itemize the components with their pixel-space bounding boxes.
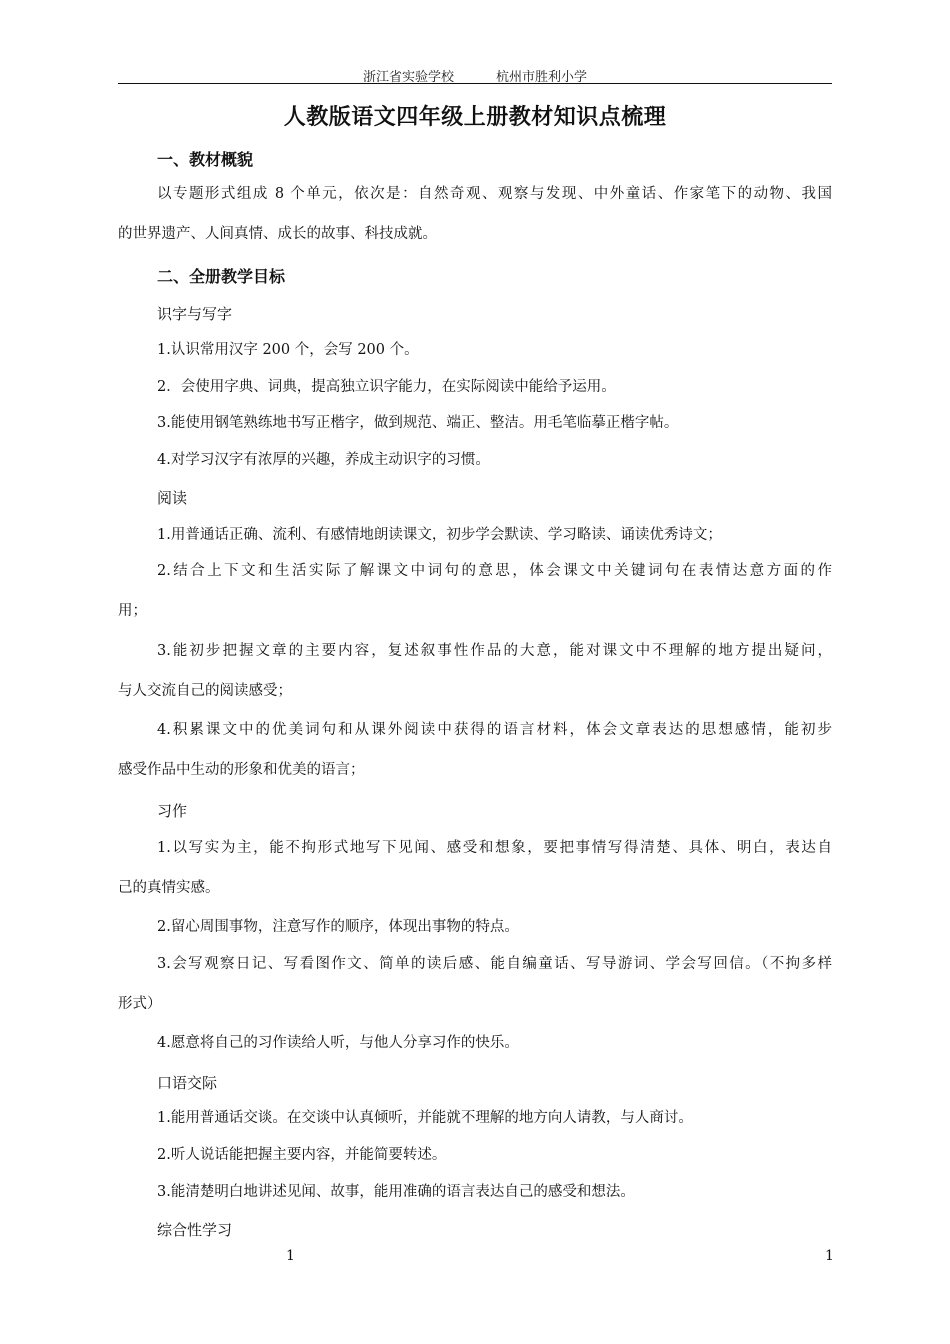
reading-list: [118, 631, 832, 711]
list-item-cont: 用；: [118, 603, 147, 619]
list-item-cont: 感受作品中生动的形象和优美的语言；: [118, 762, 365, 778]
document-title: 人教版语文四年级上册教材知识点梳理: [283, 105, 667, 130]
list-item: 2.留心周围事物，注意写作的顺序，体现出事物的特点。: [157, 919, 519, 935]
writing-list: [118, 907, 832, 947]
header-rule: [118, 83, 832, 84]
reading-list: [118, 710, 832, 790]
list-item: 1.认识常用汉字 200 个，会写 200 个。: [157, 342, 419, 358]
oral-list: [118, 1135, 832, 1175]
literacy-list: [118, 440, 832, 480]
subheading-reading: 阅读: [157, 489, 188, 507]
list-item-cont: 与人交流自己的阅读感受；: [118, 683, 292, 699]
literacy-list: [118, 330, 832, 370]
writing-list: [118, 1023, 832, 1063]
oral-list: [118, 1172, 832, 1212]
writing-list: [118, 944, 832, 1024]
subheading-literacy: 识字与写字: [157, 305, 233, 323]
writing-list: [118, 828, 832, 908]
subheading-oral: 口语交际: [157, 1074, 218, 1092]
overview-paragraph: [118, 174, 832, 254]
list-item: 1.用普通话正确、流利、有感情地朗读课文，初步学会默读、学习略读、诵读优秀诗文；: [157, 527, 722, 543]
list-item: 4.积累课文中的优美词句和从课外阅读中获得的语言材料，体会文章表达的思想感情，能初步: [157, 722, 832, 738]
subheading-writing: 习作: [157, 802, 188, 820]
page-number-right: 1: [825, 1248, 834, 1264]
reading-list: [118, 551, 832, 631]
section-heading-overview: 一、教材概貌: [157, 150, 254, 169]
literacy-list: [118, 367, 832, 407]
list-item: 1.能用普通话交谈。在交谈中认真倾听，并能就不理解的地方向人请教，与人商讨。: [157, 1110, 693, 1126]
list-item: 3.能使用钢笔熟练地书写正楷字，做到规范、端正、整洁。用毛笔临摹正楷字帖。: [157, 415, 679, 431]
literacy-list: [118, 403, 832, 443]
page-number-left: 1: [286, 1248, 295, 1264]
list-item: 4.对学习汉字有浓厚的兴趣，养成主动识字的习惯。: [157, 452, 490, 468]
list-item-cont: 己的真情实感。: [118, 880, 220, 896]
oral-list: [118, 1098, 832, 1138]
list-item: 1.以写实为主，能不拘形式地写下见闻、感受和想象，要把事情写得清楚、具体、明白，表达自: [157, 840, 832, 856]
paragraph-line: 的世界遗产、人间真情、成长的故事、科技成就。: [118, 226, 437, 242]
list-item: 2.结合上下文和生活实际了解课文中词句的意思，体会课文中关键词句在表情达意方面的作: [157, 563, 832, 579]
subheading-integrated: 综合性学习: [157, 1221, 233, 1239]
list-item: 2．会使用字典、词典，提高独立识字能力，在实际阅读中能给予运用。: [157, 379, 616, 395]
section-heading-goals: 二、全册教学目标: [157, 267, 286, 286]
list-item: 3.会写观察日记、写看图作文、简单的读后感、能自编童话、写导游词、学会写回信。（不拘多样: [157, 956, 832, 972]
list-item: 3.能初步把握文章的主要内容，复述叙事性作品的大意，能对课文中不理解的地方提出疑问，: [157, 643, 832, 659]
list-item: 2.听人说话能把握主要内容，并能简要转述。: [157, 1147, 447, 1163]
reading-list: [118, 515, 832, 555]
list-item: 4.愿意将自己的习作读给人听，与他人分享习作的快乐。: [157, 1035, 519, 1051]
list-item-cont: 形式）: [118, 996, 162, 1012]
list-item: 3.能清楚明白地讲述见闻、故事，能用准确的语言表达自己的感受和想法。: [157, 1184, 635, 1200]
paragraph-line: 以专题形式组成 8 个单元，依次是：自然奇观、观察与发现、中外童话、作家笔下的动物、我国: [157, 186, 832, 202]
header-school-a: 浙江省实验学校: [362, 70, 454, 85]
header-school-b: 杭州市胜利小学: [496, 70, 588, 85]
